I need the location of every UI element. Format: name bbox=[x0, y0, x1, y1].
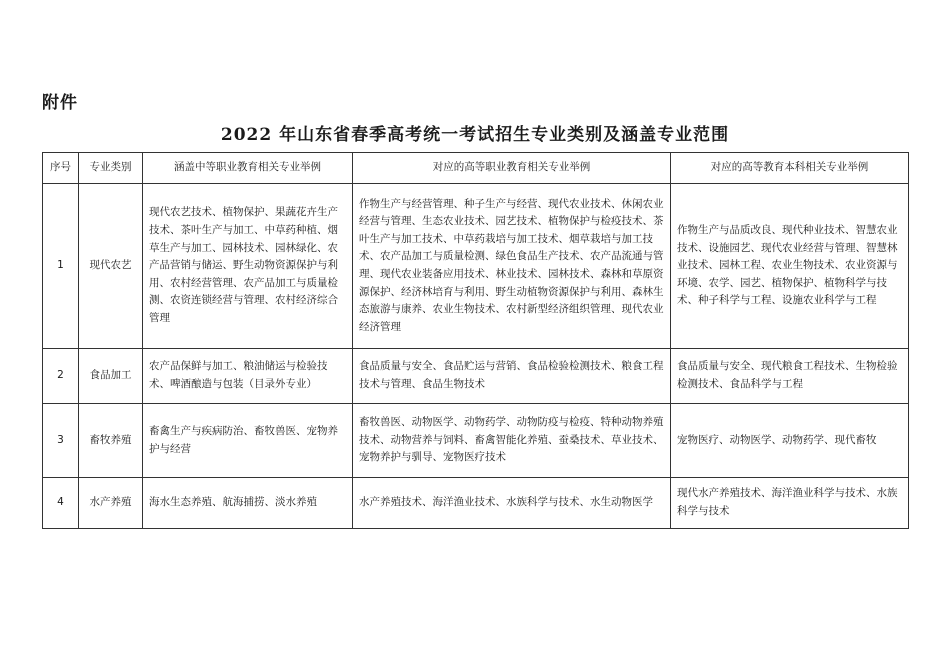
document-title: 2022 年山东省春季高考统一考试招生专业类别及涵盖专业范围 bbox=[220, 125, 730, 145]
row-secondary-majors: 海水生态养殖、航海捕捞、淡水养殖 bbox=[143, 478, 353, 529]
table-row bbox=[43, 184, 909, 349]
row-secondary-majors: 现代农艺技术、植物保护、果蔬花卉生产技术、茶叶生产与加工、中草药种植、烟草生产与加工、园林技术、园林绿化、农产品营销与储运、野生动物资源保护与利用、农村经营管理、农产品加工与质量检测、农资连锁经营与管理、农村经济综合管理 bbox=[143, 184, 353, 349]
major-category-table bbox=[42, 152, 909, 529]
row-index: 1 bbox=[43, 184, 79, 349]
row-secondary-majors: 畜禽生产与疾病防治、畜牧兽医、宠物养护与经营 bbox=[143, 404, 353, 478]
header-vocational-examples: 对应的高等职业教育相关专业举例 bbox=[353, 153, 671, 184]
row-undergraduate-majors: 现代水产养殖技术、海洋渔业科学与技术、水族科学与技术 bbox=[671, 478, 909, 529]
header-secondary-examples: 涵盖中等职业教育相关专业举例 bbox=[143, 153, 353, 184]
row-category: 食品加工 bbox=[79, 349, 143, 404]
header-index: 序号 bbox=[43, 153, 79, 184]
row-category: 现代农艺 bbox=[79, 184, 143, 349]
header-category: 专业类别 bbox=[79, 153, 143, 184]
row-index: 4 bbox=[43, 478, 79, 529]
attachment-label: 附件 bbox=[42, 93, 78, 113]
row-vocational-majors: 食品质量与安全、食品贮运与营销、食品检验检测技术、粮食工程技术与管理、食品生物技术 bbox=[353, 349, 671, 404]
table-header-row bbox=[43, 153, 909, 184]
row-undergraduate-majors: 作物生产与品质改良、现代种业技术、智慧农业技术、设施园艺、现代农业经营与管理、智慧林业技术、园林工程、农业生物技术、农业资源与环境、农学、园艺、植物保护、植物科学与技术、种子科学与工程、设施农业科学与工程 bbox=[671, 184, 909, 349]
row-vocational-majors: 水产养殖技术、海洋渔业技术、水族科学与技术、水生动物医学 bbox=[353, 478, 671, 529]
row-category: 水产养殖 bbox=[79, 478, 143, 529]
row-category: 畜牧养殖 bbox=[79, 404, 143, 478]
row-index: 3 bbox=[43, 404, 79, 478]
table-row bbox=[43, 404, 909, 478]
row-undergraduate-majors: 宠物医疗、动物医学、动物药学、现代畜牧 bbox=[671, 404, 909, 478]
table-row bbox=[43, 478, 909, 529]
row-index: 2 bbox=[43, 349, 79, 404]
row-undergraduate-majors: 食品质量与安全、现代粮食工程技术、生物检验检测技术、食品科学与工程 bbox=[671, 349, 909, 404]
row-vocational-majors: 畜牧兽医、动物医学、动物药学、动物防疫与检疫、特种动物养殖技术、动物营养与饲料、畜禽智能化养殖、蚕桑技术、草业技术、宠物养护与驯导、宠物医疗技术 bbox=[353, 404, 671, 478]
row-secondary-majors: 农产品保鲜与加工、粮油储运与检验技术、啤酒酿造与包装（目录外专业） bbox=[143, 349, 353, 404]
row-vocational-majors: 作物生产与经营管理、种子生产与经营、现代农业技术、休闲农业经营与管理、生态农业技术、园艺技术、植物保护与检疫技术、茶叶生产与加工技术、中草药栽培与加工技术、烟草栽培与加工技术、农产品加工与质量检测、绿色食品生产技术、农产品流通与管理、现代农业装备应用技术、林业技术、园林技术、森林和草原资源保护、经济林培育与利用、野生动植物资源保护与利用、森林生态旅游与康养、农业生物技术、农村新型经济组织管理、现代农业经济管理 bbox=[353, 184, 671, 349]
table-row bbox=[43, 349, 909, 404]
header-undergraduate-examples: 对应的高等教育本科相关专业举例 bbox=[671, 153, 909, 184]
